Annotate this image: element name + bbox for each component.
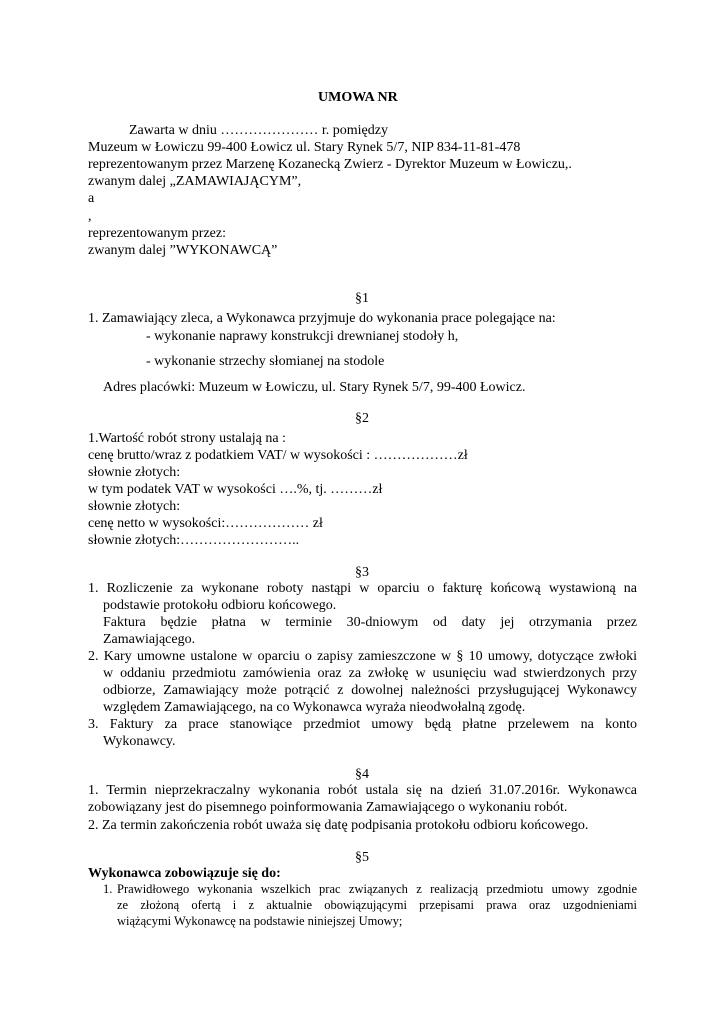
paragraph-line: 1.Wartość robót strony ustalają na :: [88, 431, 286, 446]
section-heading: §4: [355, 767, 369, 782]
paragraph-line: 2. Kary umowne ustalone w oparciu o zapisy zamieszczone w § 10 umowy, dotyczące zwłoki: [88, 649, 637, 664]
address-line: Adres placówki: Muzeum w Łowiczu, ul. Stary Rynek 5/7, 99-400 Łowicz.: [103, 380, 526, 395]
header-line: zwanym dalej ”WYKONAWCĄ”: [88, 243, 278, 258]
paragraph-line: 1. Termin nieprzekraczalny wykonania robót ustala się na dzień 31.07.2016r. Wykonawca: [88, 783, 637, 798]
paragraph-line: słownie złotych:: [88, 499, 181, 514]
paragraph-line: cenę netto w wysokości:……………… zł: [88, 516, 323, 531]
header-line: reprezentowanym przez Marzenę Kozanecką Zwierz - Dyrektor Muzeum w Łowiczu,.: [88, 157, 572, 172]
paragraph-line: Zamawiającego.: [103, 632, 196, 647]
list-item: - wykonanie naprawy konstrukcji drewnianej stodoły h,: [146, 329, 459, 344]
paragraph-line: w oddaniu przedmiotu zamówienia oraz za zwłokę w usunięciu wad stwierdzonych przy: [103, 666, 637, 681]
paragraph-line: Faktura będzie płatna w terminie 30-dniowym od daty jej otrzymania przez: [103, 615, 637, 630]
paragraph-line: 1. Rozliczenie za wykonane roboty nastąpi w oparciu o fakturę końcową wystawioną na: [88, 581, 637, 596]
section-heading: §5: [355, 850, 369, 865]
section-heading: §1: [355, 291, 369, 306]
header-line: Muzeum w Łowiczu 99-400 Łowicz ul. Stary Rynek 5/7, NIP 834-11-81-478: [88, 140, 521, 155]
section-intro: Wykonawca zobowiązuje się do:: [88, 866, 281, 881]
paragraph-line: 1. Zamawiający zleca, a Wykonawca przyjmuje do wykonania prace polegające na:: [88, 311, 556, 326]
list-number: 1.: [103, 882, 113, 896]
paragraph-line: względem Zamawiającego, na co Wykonawca wyraża nieodwołalną zgodę.: [103, 700, 526, 715]
paragraph-line: 2. Za termin zakończenia robót uważa się datę podpisania protokołu odbioru końcowego.: [88, 818, 589, 833]
header-line: reprezentowanym przez:: [88, 226, 226, 241]
header-line: Zawarta w dniu ………………… r. pomiędzy: [129, 123, 388, 138]
section-heading: §2: [355, 411, 369, 426]
section-heading: §3: [355, 565, 369, 580]
header-line: ,: [88, 209, 92, 224]
paragraph-line: wiążącymi Wykonawcę na podstawie niniejszej Umowy;: [117, 914, 403, 928]
paragraph-line: odbiorze, Zamawiający może potrącić z dowolnej należności przysługującej Wykonawcy: [103, 683, 637, 698]
list-item: - wykonanie strzechy słomianej na stodole: [146, 354, 385, 369]
paragraph-line: słownie złotych:: [88, 465, 181, 480]
paragraph-line: zobowiązany jest do pisemnego poinformowania Zamawiającego o wykonaniu robót.: [88, 800, 568, 815]
paragraph-line: podstawie protokołu odbioru końcowego.: [103, 598, 337, 613]
paragraph-line: ze złożoną ofertą i z aktualnie obowiązującymi przepisami prawa oraz uzgodnieniami: [117, 898, 637, 912]
paragraph-line: cenę brutto/wraz z podatkiem VAT/ w wysokości : ………………zł: [88, 448, 468, 463]
document-title: UMOWA NR: [318, 90, 398, 105]
header-line: zwanym dalej „ZAMAWIAJĄCYM”,: [88, 174, 302, 189]
paragraph-line: Prawidłowego wykonania wszelkich prac związanych z realizacją przedmiotu umowy zgodnie: [117, 882, 637, 896]
paragraph-line: w tym podatek VAT w wysokości ….%, tj. ………zł: [88, 482, 383, 497]
paragraph-line: Wykonawcy.: [103, 734, 176, 749]
paragraph-line: 3. Faktury za prace stanowiące przedmiot umowy będą płatne przelewem na konto: [88, 717, 637, 732]
paragraph-line: słownie złotych:……………………..: [88, 533, 300, 548]
header-line: a: [88, 191, 95, 206]
